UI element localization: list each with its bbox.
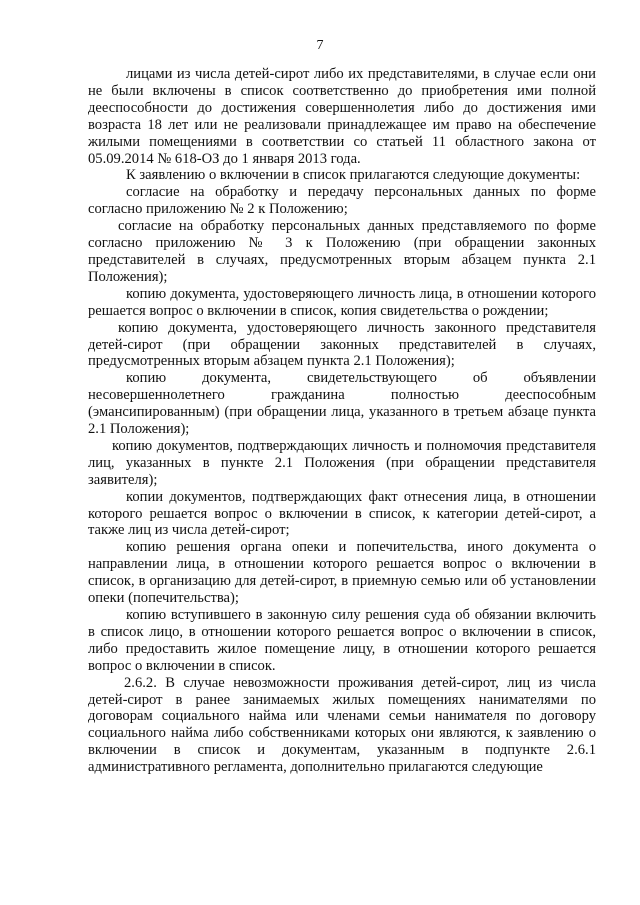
list-item-orphan-status-documents: копии документов, подтверждающих факт отнесения лица, в отношении которого решается вопрос о включении в список, к категории детей-сирот, а также лиц из числа детей-сирот; [88,488,596,539]
list-item-representative-authority: копию документов, подтверждающих личность и полномочия представителя лиц, указанных в пункте 2.1 Положения (при обращении представителя заявителя); [88,437,596,488]
paragraph-section-2-6-2: 2.6.2. В случае невозможности проживания детей-сирот, лиц из числа детей-сирот в ранее занимаемых жилых помещениях нанимателями по договорам социального найма или членами семьи нанимателя по договору социального найма либо собственниками которых они являются, к заявлению о включении в список и документам, указанным в подпункте 2.6.1 административного регламента, дополнительно прилагаются следующие [88,674,596,776]
list-item-legal-representative-id: копию документа, удостоверяющего личность законного представителя детей-сирот (при обращении законных представителей в случаях, предусмотренных вторым абзацем пункта 2.1 Положения); [88,319,596,370]
list-item-guardianship-decision: копию решения органа опеки и попечительства, иного документа о направлении лица, в отношении которого решается вопрос о включении в список, в организацию для детей-сирот, в приемную семью или об установлении опеки (попечительства); [88,539,596,607]
paragraph-attachments-intro: К заявлению о включении в список прилагаются следующие документы: [126,167,581,184]
page-number: 7 [316,38,324,53]
list-item-court-decision: копию вступившего в законную силу решения суда об обязании включить в список лицо, в отношении которого решается вопрос о включении в список, либо предоставить жилое помещение лицу, в отношении которого решается вопрос о включении в список. [88,607,596,674]
list-item-emancipation-document: копию документа, свидетельствующего об объявлении несовершеннолетнего гражданина полностью дееспособным (эмансипированным) (при обращении лица, указанного в третьем абзаце пункта 2.1 Положения); [88,370,596,438]
list-item-consent-represented: согласие на обработку персональных данных представляемого по форме согласно приложению № 3 к Положению (при обращении законных представителей в случаях, предусмотренных вторым абзацем пункта 2.1 Положения); [88,218,596,285]
document-body [88,66,596,776]
list-item-identity-document-copy: копию документа, удостоверяющего личность лица, в отношении которого решается вопрос о включении в список, копия свидетельства о рождении; [88,285,596,319]
list-item-consent-personal-data: согласие на обработку и передачу персональных данных по форме согласно приложению № 2 к Положению; [88,184,596,218]
paragraph-continuation: лицами из числа детей-сирот либо их представителями, в случае если они не были включены в список соответственно до приобретения ими полной дееспособности до достижения совершеннолетия либо до достижения ими возраста 18 лет или не реализовали принадлежащее им право на обеспечение жилыми помещениями в соответствии со статьей 11 областного закона от 05.09.2014 № 618-ОЗ до 1 января 2013 года. [88,66,596,167]
